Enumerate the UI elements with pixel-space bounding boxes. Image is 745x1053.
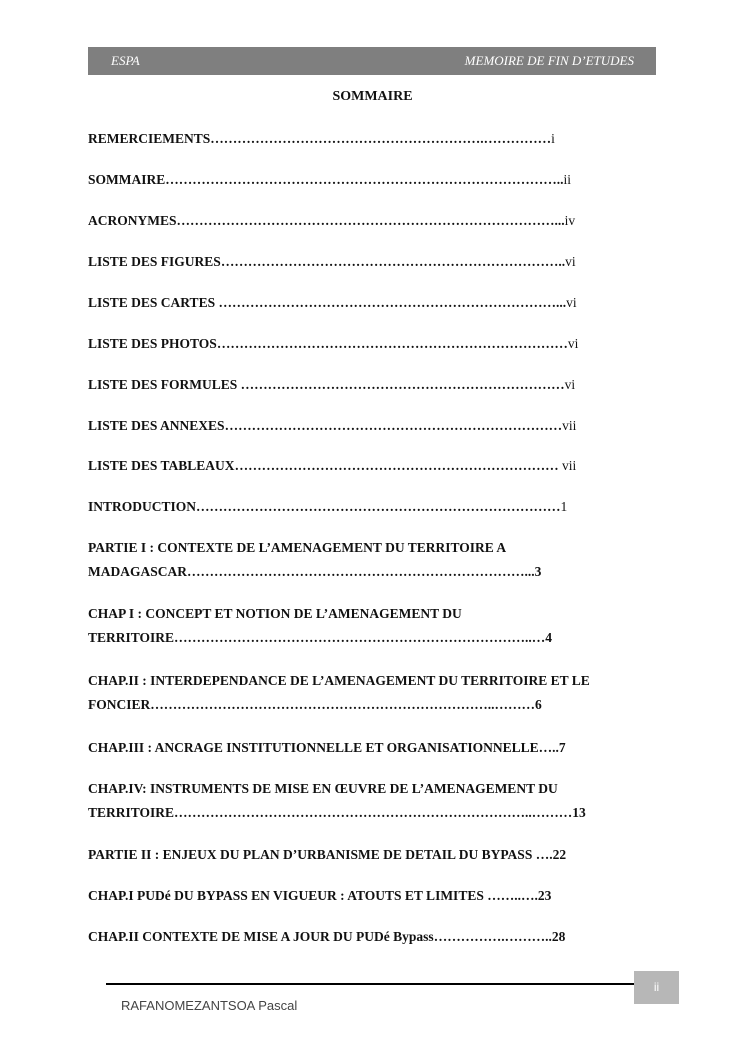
toc-entry-partie-2[interactable] (88, 847, 566, 863)
toc-page-number: 1 (560, 499, 568, 514)
toc-leader: …………………………………………………………………... (218, 295, 567, 310)
toc-leader: …………………………………………………………………………….. (165, 172, 564, 187)
toc-label-line2: MADAGASCAR (88, 564, 187, 579)
toc-entry-chap-2[interactable] (88, 673, 590, 713)
toc-leader: ……………………………………………………………………..……… (174, 805, 573, 820)
toc-leader: ….. (538, 740, 559, 755)
toc-entry-sommaire[interactable] (88, 172, 571, 188)
toc-page-number: vi (564, 377, 576, 392)
toc-label-line1: CHAP.IV: INSTRUMENTS DE MISE EN ŒUVRE DE L’AMENAGEMENT DU (88, 781, 558, 796)
toc-page-number: 28 (551, 929, 566, 944)
toc-page-number: vii (561, 458, 577, 473)
toc-leader: …………………………………………………….…………… (210, 131, 552, 146)
toc-leader: …………………………………………………………………... (187, 564, 535, 579)
running-header (88, 47, 656, 75)
footer-divider (106, 983, 634, 985)
toc-label: PARTIE II : ENJEUX DU PLAN D’URBANISME DE DETAIL DU BYPASS …. (88, 847, 553, 862)
toc-entry-introduction[interactable] (88, 499, 567, 515)
toc-entry-liste-annexes[interactable] (88, 418, 576, 434)
toc-label: INTRODUCTION (88, 499, 197, 514)
toc-entry-chap-4[interactable] (88, 781, 586, 821)
toc-label: CHAP.II CONTEXTE DE MISE A JOUR DU PUDé Bypass (88, 929, 434, 944)
toc-leader: ……………………………………………………………………… (196, 499, 561, 514)
toc-label-line2: TERRITOIRE (88, 805, 175, 820)
toc-label: SOMMAIRE (88, 172, 166, 187)
toc-page-number: vii (562, 418, 577, 433)
toc-page-number: vi (565, 254, 576, 269)
toc-page-number: 3 (534, 564, 542, 579)
toc-page-number: ii (563, 172, 572, 187)
toc-label: LISTE DES FORMULES (88, 377, 241, 392)
toc-entry-chap-1[interactable] (88, 606, 552, 646)
toc-entry-acronymes[interactable] (88, 213, 575, 229)
toc-entry-partie-1[interactable] (88, 540, 541, 580)
toc-label-line1: PARTIE I : CONTEXTE DE L’AMENAGEMENT DU TERRITOIRE A (88, 540, 507, 555)
toc-leader: …………….……….. (433, 929, 552, 944)
page-title: SOMMAIRE (332, 89, 413, 104)
toc-entry-chap-2-partie-2[interactable] (88, 929, 565, 945)
toc-page-number: vi (567, 336, 579, 351)
toc-label: CHAP.III : ANCRAGE INSTITUTIONNELLE ET ORGANISATIONNELLE (88, 740, 539, 755)
toc-entry-remerciements[interactable] (88, 131, 555, 147)
toc-label: LISTE DES FIGURES (88, 254, 221, 269)
toc-leader: …………………………………………………………………..……… (150, 697, 536, 712)
toc-entry-chap-1-partie-2[interactable] (88, 888, 551, 904)
header-school: ESPA (111, 53, 140, 68)
toc-page-number: 23 (537, 888, 552, 903)
toc-label: LISTE DES CARTES (88, 295, 219, 310)
toc-page-number: 4 (545, 630, 553, 645)
header-document-type: MEMOIRE DE FIN D’ETUDES (464, 53, 634, 68)
toc-leader: ………………………………………………………………….. (220, 254, 566, 269)
toc-label-line1: CHAP.II : INTERDEPENDANCE DE L’AMENAGEMENT DU TERRITOIRE ET LE (88, 673, 590, 688)
toc-page-number: vi (566, 295, 577, 310)
toc-leader: ……………………………………………………………… (240, 377, 565, 392)
toc-label-line1: CHAP I : CONCEPT ET NOTION DE L’AMENAGEMENT DU (88, 606, 462, 621)
toc-page-number: 22 (552, 847, 567, 862)
toc-label-line2: FONCIER (88, 697, 151, 712)
toc-entry-liste-formules[interactable] (88, 377, 575, 393)
toc-leader: ……………………………………………………………………..… (174, 630, 546, 645)
toc-leader: …………………………………………………………………………... (176, 213, 565, 228)
toc-label: CHAP.I PUDé DU BYPASS EN VIGUEUR : ATOUTS ET LIMITES ……..…. (88, 888, 538, 903)
toc-page-number: 6 (535, 697, 542, 712)
toc-entry-liste-cartes[interactable] (88, 295, 577, 311)
toc-leader: ………………………………………………………………… (224, 418, 563, 433)
toc-label: LISTE DES PHOTOS (88, 336, 217, 351)
toc-page-number: i (551, 131, 555, 146)
toc-label: LISTE DES ANNEXES (88, 418, 225, 433)
toc-label: LISTE DES TABLEAUX (88, 458, 235, 473)
toc-page-number: 13 (572, 805, 586, 820)
footer-author: RAFANOMEZANTSOA Pascal (121, 998, 298, 1013)
toc-label: ACRONYMES (88, 213, 177, 228)
footer-page-number: ii (634, 971, 679, 1004)
toc-label-line2: TERRITOIRE (88, 630, 175, 645)
toc-page-number: 7 (558, 740, 566, 755)
toc-entry-liste-figures[interactable] (88, 254, 576, 270)
toc-label: REMERCIEMENTS (88, 131, 211, 146)
toc-entry-liste-tableaux[interactable] (88, 458, 576, 474)
toc-entry-chap-3[interactable] (88, 740, 566, 756)
toc-leader: …………………………………………………………………… (216, 336, 568, 351)
toc-page-number: iv (564, 213, 576, 228)
toc-entry-liste-photos[interactable] (88, 336, 578, 352)
toc-leader: ……………………………………………………………… (234, 458, 562, 473)
